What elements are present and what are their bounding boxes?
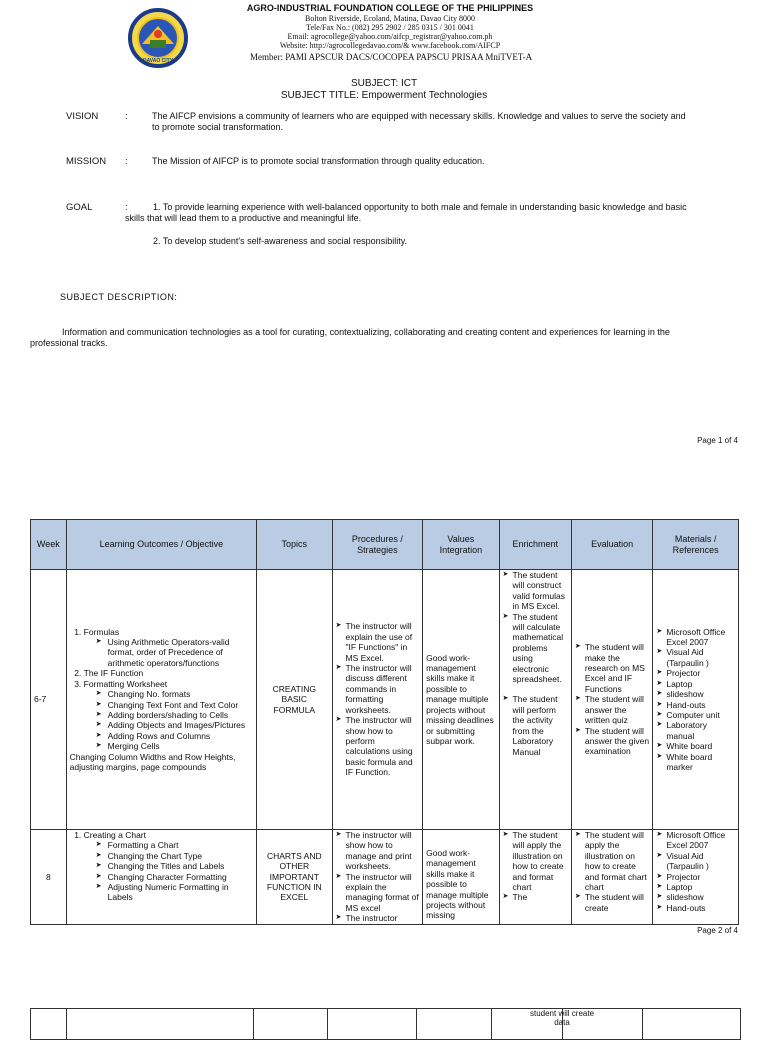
values-cell: Good work-management skills make it possible to manage multiple projects without missing deadlines or submitting subpar work.: [423, 570, 499, 830]
institution-name: AGRO-INDUSTRIAL FOUNDATION COLLEGE OF THE PHILIPPINES: [246, 3, 534, 13]
goal-label: GOAL: [66, 202, 93, 213]
vision-colon: :: [125, 111, 128, 122]
procedures-cell: ➤ The instructor will show how to manage and print worksheets. ➤ The instructor will explain the managing format of MS excel ➤ The instructor: [332, 830, 423, 925]
header-evaluation: Evaluation: [571, 520, 652, 570]
header-materials: Materials / References: [653, 520, 739, 570]
page-number-2: Page 2 of 4: [697, 926, 738, 935]
evaluation-cell: ➤ The student will apply the illustration on how to create and format chart chart ➤ The student will create: [571, 830, 652, 925]
website: Website: http://agrocollegedavao.com/& www.facebook.com/AIFCP: [279, 41, 501, 50]
outcomes-cell: 1. Creating a Chart ➤ Formatting a Chart ➤ Changing the Chart Type ➤ Changing the Titles and Labels ➤ Changing Character Formatting ➤ Adjusting Numeric Formatting in Labels: [66, 830, 256, 925]
email: Email: agrocollege@yahoo.com/aifcp_registrar@yahoo.com.ph: [287, 32, 493, 41]
topic-cell: CHARTS AND OTHER IMPORTANT FUNCTION IN EXCEL: [257, 830, 332, 925]
subject-line: SUBJECT: ICT: [350, 78, 418, 89]
page3-table-fragment: [30, 1008, 741, 1040]
goal-text-1-cont: skills that will lead them to a productive and meaningful life.: [125, 213, 362, 223]
header-topics: Topics: [257, 520, 332, 570]
lesson-plan-table: [30, 519, 739, 925]
values-cell: Good work-management skills make it possible to manage multiple projects without missing: [423, 830, 499, 925]
procedures-cell: ➤ The instructor will explain the use of "IF Functions" in MS Excel. ➤ The instructor will discuss different commands in formatting worksheets. ➤ The instructor will show how to perform calculations using basic formula and IF Function.: [332, 570, 423, 830]
header-week: Week: [31, 520, 67, 570]
college-seal-logo: [122, 8, 194, 68]
vision-label: VISION: [66, 111, 99, 122]
header-enrichment: Enrichment: [499, 520, 571, 570]
vision-text: The AIFCP envisions a community of learners who are equipped with necessary skills. Knowledge and values to serve the society and to promote social transformation.: [152, 111, 686, 132]
description-heading: SUBJECT DESCRIPTION:: [60, 292, 178, 302]
member-line: Member: PAMI APSCUR DACS/COCOPEA PAPSCU PRISAA MniTVET-A: [250, 52, 533, 62]
table-row: [31, 570, 739, 830]
svg-text:DAVAO CITY: DAVAO CITY: [142, 58, 174, 64]
mission-colon: :: [125, 156, 128, 167]
goal-text-1: 1. To provide learning experience with well-balanced opportunity to both male and female in understanding basic knowledge and basic: [153, 202, 687, 212]
materials-cell: ➤ Microsoft Office Excel 2007 ➤ Visual Aid (Tarpaulin ) ➤ Projector ➤ Laptop ➤ slideshow ➤ Hand-outs ➤ Computer unit ➤ Laboratory manual ➤ White board ➤ White board marker: [653, 570, 739, 830]
subject-title: SUBJECT TITLE: Empowerment Technologies: [280, 90, 488, 101]
page3-enrichment-text: student will create data: [529, 1009, 595, 1027]
enrichment-cell: ➤ The student will construct valid formulas in MS Excel. ➤ The student will calculate mathematical problems using electronic spreadsheet. ➤ The student will perform the activity from the Laboratory Manual: [499, 570, 571, 830]
description-text-1: Information and communication technologies as a tool for curating, contextualizing, collaborating and creating content and experiences for learning in the: [62, 327, 670, 337]
page-number-1: Page 1 of 4: [697, 436, 738, 445]
evaluation-cell: ➤ The student will make the research on MS Excel and IF Functions ➤ The student will answer the written quiz ➤ The student will answer the given examination: [571, 570, 652, 830]
mission-text: The Mission of AIFCP is to promote social transformation through quality education.: [152, 156, 485, 166]
tel-fax: Tele/Fax No.: (082) 295 2902 / 285 0315 / 301 0041: [306, 23, 474, 32]
materials-cell: ➤ Microsoft Office Excel 2007 ➤ Visual Aid (Tarpaulin ) ➤ Projector ➤ Laptop ➤ slideshow ➤ Hand-outs: [653, 830, 739, 925]
description-text-2: professional tracks.: [30, 338, 108, 348]
header-outcomes: Learning Outcomes / Objective: [66, 520, 256, 570]
header-procedures: Procedures / Strategies: [332, 520, 423, 570]
enrichment-cell: ➤ The student will apply the illustration on how to create and format chart ➤ The: [499, 830, 571, 925]
outcomes-cell: 1. Formulas ➤ Using Arithmetic Operators-valid format, order of Precedence of arithmetic operators/functions 2. The IF Function 3. Formatting Worksheet ➤ Changing No. formats ➤ Changing Text Font and Text Color ➤ Adding borders/shading to Cells ➤ Adding Objects and Images/Pictures ➤ Adding Rows and Columns ➤ Merging Cells Changing Column Widths and Row Heights, adjusting margins, page compounds: [66, 570, 256, 830]
week-cell: 6-7: [31, 570, 67, 830]
topic-cell: CREATING BASIC FORMULA: [257, 570, 332, 830]
table-header-row: [31, 520, 739, 570]
week-cell: 8: [31, 830, 67, 925]
goal-colon: :: [125, 202, 128, 213]
goal-text-2: 2. To develop student's self-awareness and social responsibility.: [153, 236, 408, 246]
table-row: [31, 830, 739, 925]
header-values: Values Integration: [423, 520, 499, 570]
address: Bolton Riverside, Ecoland, Matina, Davao City 8000: [305, 14, 475, 23]
mission-label: MISSION: [66, 156, 107, 167]
